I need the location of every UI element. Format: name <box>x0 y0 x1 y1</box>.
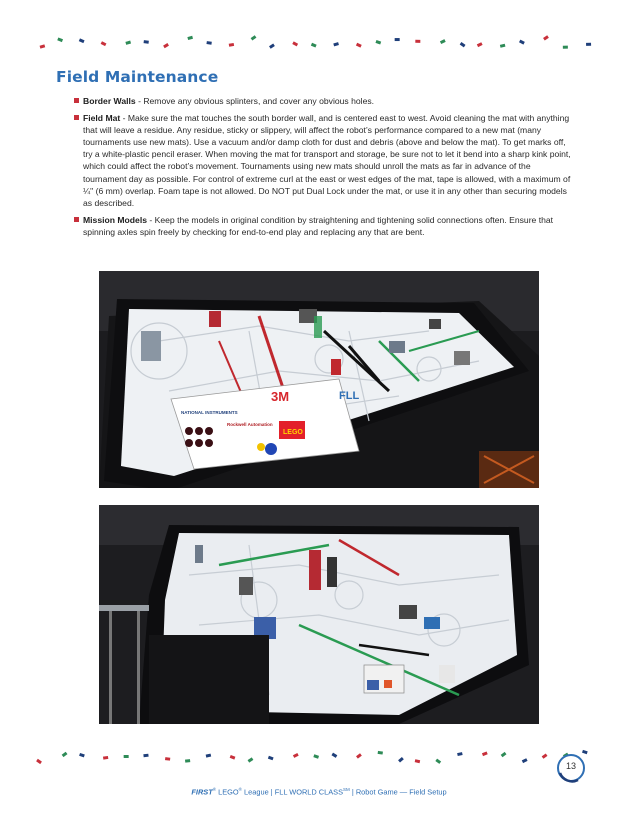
confetti-piece <box>331 753 337 758</box>
footer-first: FIRST <box>191 787 213 797</box>
list-item-mission-models <box>74 214 574 238</box>
bullet-square-icon <box>74 217 79 222</box>
item-text: - Make sure the mat touches the south border wall, and is centered east to west. Avoid cleaning the mat with anything that will leave a residue. Any residue, sticky or slippery, will affect the robot’s performance compared to a new mat (many tournaments use new mats). Use a vacuum and/or damp cloth for dust and debris (above and below the mat). To get marks off, try a white-plastic pencil eraser. When moving the mat for transport and storage, be sure not to let it bend into a sharp kink point, which could affect the robot’s movement. Tournaments using new mats should unroll the mats as far in advance of the tournament day as possible. For control of extreme curl at the east or west edges of the mat, tape is allowed, with a maximum of ¼" (6 mm) overlap. Foam tape is not allowed. Do NOT put Dual Lock under the mat, or use it in any other than securing models as described. <box>83 113 571 208</box>
mat-logo-lego: LEGO <box>283 429 303 436</box>
confetti-piece <box>435 759 441 764</box>
confetti-piece <box>460 42 466 47</box>
confetti-piece <box>40 44 46 48</box>
confetti-piece <box>163 43 169 48</box>
field-photo-top <box>99 271 539 488</box>
confetti-piece <box>356 753 362 758</box>
item-term: Border Walls <box>83 96 136 106</box>
confetti-piece <box>143 754 148 758</box>
mat-logo-3m: 3M <box>271 389 290 404</box>
confetti-piece <box>101 41 107 46</box>
field-photo-bottom <box>99 505 539 724</box>
confetti-piece <box>125 41 131 45</box>
confetti-piece <box>457 752 463 756</box>
footer-reg2: ® <box>238 787 242 792</box>
confetti-piece <box>313 754 319 758</box>
confetti-piece <box>542 753 548 758</box>
confetti-piece <box>79 753 85 757</box>
bullet-square-icon <box>74 98 79 103</box>
confetti-piece <box>440 39 446 44</box>
confetti-piece <box>293 753 299 758</box>
mat-logo-ni: NATIONAL INSTRUMENTS <box>181 410 238 415</box>
confetti-border-bottom <box>0 744 638 768</box>
confetti-piece <box>62 752 68 757</box>
confetti-piece <box>395 38 400 41</box>
footer-sm: SM <box>343 787 350 792</box>
confetti-piece <box>165 757 170 761</box>
confetti-piece <box>248 757 254 762</box>
mat-logo-fll: FLL <box>339 390 360 402</box>
confetti-piece <box>501 752 507 757</box>
item-text: - Keep the models in original condition by straightening and tightening solid connections often. Ensure that spinning axles spin freely by checking for end-to-end play and replacing any that are bent. <box>83 214 554 237</box>
confetti-piece <box>375 40 381 44</box>
confetti-piece <box>206 754 212 758</box>
confetti-piece <box>586 43 591 46</box>
item-term: Mission Models <box>83 214 147 225</box>
section-heading: Field Maintenance <box>56 68 219 86</box>
confetti-piece <box>311 43 317 48</box>
confetti-piece <box>187 36 193 40</box>
confetti-piece <box>144 40 149 44</box>
footer-lego: LEGO <box>216 787 239 797</box>
item-term: Field Mat <box>83 113 121 124</box>
confetti-piece <box>79 38 85 43</box>
confetti-piece <box>185 759 190 763</box>
confetti-piece <box>103 756 108 760</box>
confetti-piece <box>269 44 275 49</box>
confetti-piece <box>543 35 549 40</box>
confetti-piece <box>482 751 488 756</box>
list-item-field-mat <box>74 112 574 209</box>
confetti-piece <box>500 44 506 48</box>
confetti-piece <box>292 41 298 46</box>
bullet-square-icon <box>74 115 79 120</box>
confetti-piece <box>519 40 525 45</box>
confetti-piece <box>522 758 528 763</box>
confetti-piece <box>415 40 420 43</box>
confetti-piece <box>378 751 383 755</box>
page-number: 13 <box>565 761 576 771</box>
maintenance-list <box>74 95 574 243</box>
confetti-piece <box>124 755 129 758</box>
confetti-piece <box>230 755 236 760</box>
list-item-border-walls <box>74 95 574 107</box>
footer-tail: | Robot Game — Field Setup <box>349 787 447 797</box>
confetti-piece <box>57 37 63 42</box>
page-number-badge <box>556 753 586 783</box>
confetti-piece <box>206 41 211 45</box>
confetti-piece <box>333 42 339 46</box>
confetti-piece <box>415 759 421 763</box>
confetti-piece <box>268 756 274 761</box>
confetti-piece <box>398 757 404 763</box>
footer-rest: League | FLL WORLD CLASS <box>241 787 344 797</box>
mat-logo-rockwell: Rockwell Automation <box>227 422 273 427</box>
confetti-piece <box>477 42 483 47</box>
confetti-piece <box>563 46 568 49</box>
confetti-piece <box>229 43 234 47</box>
confetti-piece <box>251 35 257 40</box>
page-footer <box>0 787 638 796</box>
footer-reg: ® <box>212 787 217 792</box>
confetti-piece <box>356 43 362 48</box>
confetti-border-top <box>0 30 638 54</box>
confetti-piece <box>36 759 42 764</box>
item-text: - Remove any obvious splinters, and cover any obvious holes. <box>135 96 375 106</box>
